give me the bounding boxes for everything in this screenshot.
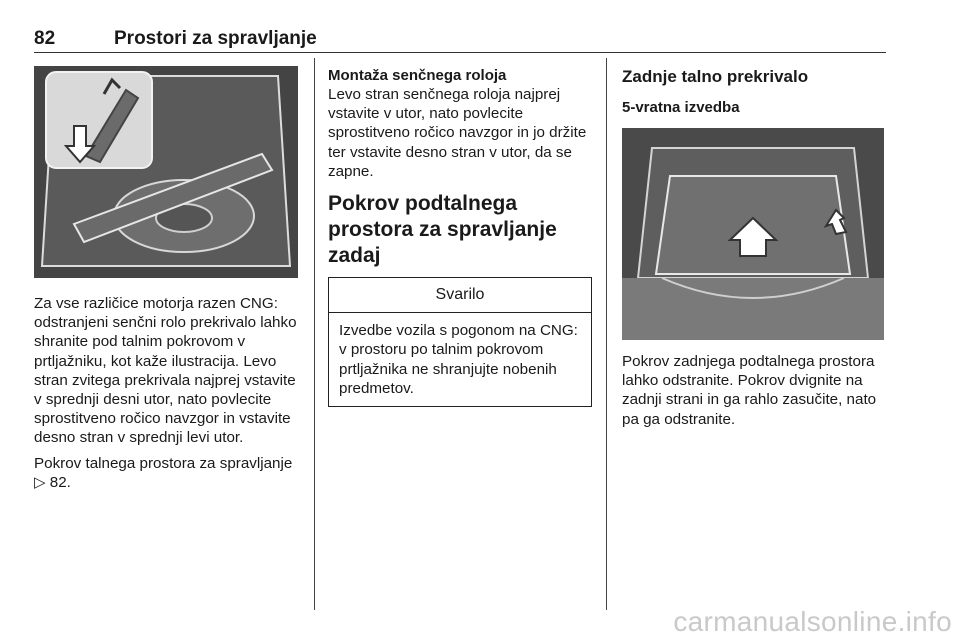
paragraph-rear-floor-cover: Pokrov zadnjega podtalnega prostora lahko odstranite. Pokrov dvignite na zadnji strani in ga rahlo zasučite, nato pa ga odstranite. <box>622 353 877 428</box>
paragraph-blind-mounting: Levo stran senčnega roloja najprej vstavite v utor, nato povlecite sprostitveno ročico navzgor in jo držite ter vstavite desno stran v utor, da se zapne. <box>328 86 587 180</box>
paragraph-storage-under-floor: Za vse različice motorja razen CNG: odstranjeni senčni rolo prekrivalo lahko shranite pod talnim pokrovom v prtljažniku, kot kaže ilustracija. Levo stran zvitega prekrivala najprej vstavite v sprednji desni utor, nato povlecite sprostitveno ročico navzgor in vstavite desno stran v sprednji levi utor. <box>34 295 297 447</box>
column-3-text <box>622 66 886 117</box>
subheading-5-door: 5-vratna izvedba <box>622 99 740 116</box>
illustration-spare-wheel-roller-blind <box>34 66 298 278</box>
column-2-text <box>328 66 592 407</box>
column-1-text <box>34 294 300 498</box>
column-3-body <box>622 352 886 435</box>
heading-rear-floor-cover: Zadnje talno prekrivalo <box>622 67 809 86</box>
arrow-ref-icon: ▷ <box>34 473 46 491</box>
page-number: 82 <box>34 28 56 49</box>
column-divider-2 <box>606 58 607 610</box>
column-divider-1 <box>314 58 315 610</box>
reference-page: 82. <box>49 473 71 491</box>
heading-rear-underfloor-cover: Pokrov podtalnega prostora za spravljanje zadaj <box>328 192 557 268</box>
warning-box <box>328 277 592 407</box>
warning-body: Izvedbe vozila s pogonom na CNG: v prostoru po talnim pokrovom prtljažnika ne shranjujte nobenih predmetov. <box>339 322 578 397</box>
page-title: Prostori za spravljanje <box>114 28 317 49</box>
page-header <box>34 24 886 53</box>
watermark: carmanualsonline.info <box>673 606 952 637</box>
warning-title: Svarilo <box>329 278 591 313</box>
subheading-blind-mounting: Montaža senčnega roloja <box>328 67 507 84</box>
reference-text: Pokrov talnega prostora za spravljanje <box>34 454 293 472</box>
paragraph-floor-cover-reference <box>34 454 300 492</box>
illustration-trunk-floor-cover <box>622 128 884 340</box>
